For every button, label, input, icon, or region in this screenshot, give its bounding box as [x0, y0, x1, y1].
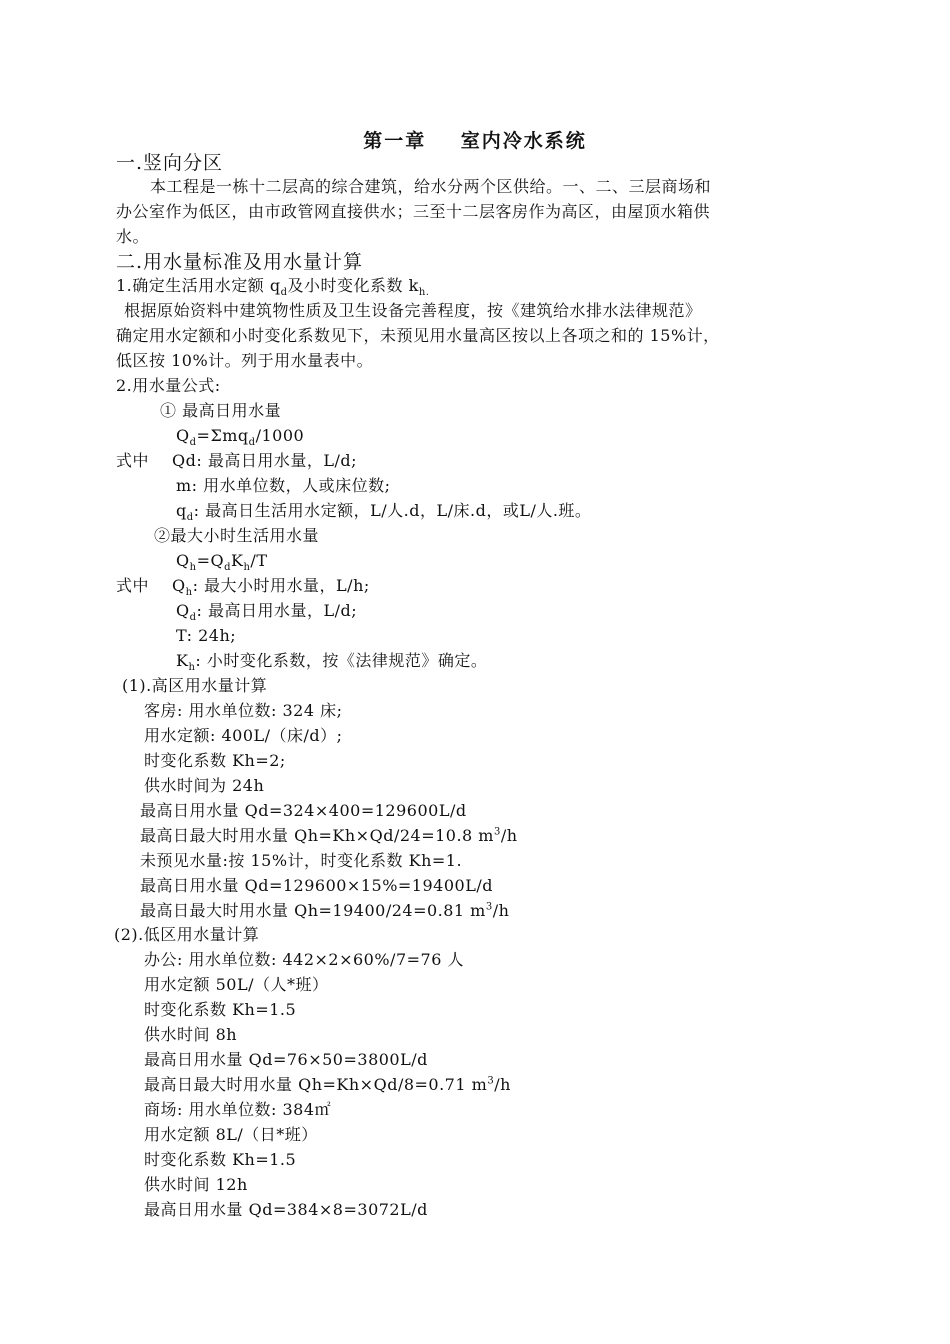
item-1-text: 1.确定生活用水定额 q	[116, 276, 281, 295]
calc-line: 商场: 用水单位数: 384㎡	[144, 1100, 331, 1119]
subscript: h	[188, 662, 196, 674]
calc-line: 用水定额 50L/（人*班）	[144, 975, 329, 994]
item-1-text: 及小时变化系数 k	[287, 276, 419, 295]
variable-definition: T: 24h;	[176, 626, 237, 645]
formula-part: Q	[176, 601, 190, 620]
calc-line: 供水时间 12h	[144, 1175, 248, 1194]
formula-part: : 最大小时用水量，L/h;	[192, 576, 370, 595]
variable-definition: m: 用水单位数，人或床位数;	[176, 476, 391, 495]
low-zone-heading: (2).低区用水量计算	[114, 925, 260, 944]
formula-part: Q	[176, 551, 190, 570]
calc-text: /h	[492, 901, 510, 920]
formula-part: q	[176, 501, 187, 520]
item-2-heading: 2.用水量公式:	[116, 376, 221, 395]
calc-line: 时变化系数 Kh=2;	[144, 751, 286, 770]
paragraph-line: 本工程是一栋十二层高的综合建筑，给水分两个区供给。一、二、三层商场和	[150, 177, 712, 196]
variable-definition	[176, 651, 488, 674]
calc-line: 时变化系数 Kh=1.5	[144, 1150, 297, 1169]
subscript: d	[224, 562, 232, 574]
subscript: d	[280, 287, 288, 299]
calc-line: 未预见水量:按 15%计，时变化系数 Kh=1.	[140, 851, 463, 870]
calc-line: 时变化系数 Kh=1.5	[144, 1000, 297, 1019]
calc-line: 最高日用水量 Qd=324×400=129600L/d	[140, 801, 467, 820]
variable-definition: Qd: 最高日用水量，L/d;	[172, 451, 357, 470]
paragraph-line: 根据原始资料中建筑物性质及卫生设备完善程度，按《建筑给水排水法律规范》	[124, 301, 702, 320]
variable-definition	[176, 501, 592, 524]
formula-part: K	[176, 651, 189, 670]
calc-text: 最高日最大时用水量 Qh=Kh×Qd/24=10.8 m	[140, 826, 494, 845]
subscript: d	[189, 612, 197, 624]
formula-part: : 最高日生活用水定额，L/人.d，L/床.d，或L/人.班。	[193, 501, 592, 520]
calc-line: 用水定额 8L/（日*班）	[144, 1125, 318, 1144]
formula-1	[176, 426, 305, 449]
formula-part: : 最高日用水量，L/d;	[196, 601, 358, 620]
superscript: 3	[487, 1075, 495, 1087]
formula-2-heading: ②最大小时生活用水量	[154, 526, 320, 545]
subscript: d	[248, 437, 256, 449]
section-heading-water-usage: 二.用水量标准及用水量计算	[116, 251, 364, 273]
paragraph-line: 确定用水定额和小时变化系数见下，未预见用水量高区按以上各项之和的 15%计，	[116, 326, 720, 345]
calc-line: 最高日用水量 Qd=129600×15%=19400L/d	[140, 876, 493, 895]
subscript: h	[189, 562, 197, 574]
paragraph-line: 办公室作为低区，由市政管网直接供水；三至十二层客房作为高区，由屋顶水箱供	[116, 202, 711, 221]
chapter-title: 第一章 室内冷水系统	[363, 130, 587, 152]
formula-part: : 小时变化系数，按《法律规范》确定。	[195, 651, 488, 670]
subscript: h	[243, 562, 251, 574]
subscript: d	[186, 512, 194, 524]
formula-part: =Σmq	[196, 426, 249, 445]
variable-definition	[172, 576, 370, 599]
superscript: 3	[493, 826, 501, 838]
paragraph-line: 低区按 10%计。列于用水量表中。	[116, 351, 374, 370]
subscript: d	[189, 437, 197, 449]
high-zone-heading: (1).高区用水量计算	[122, 676, 268, 695]
calc-line: 客房: 用水单位数: 324 床;	[144, 701, 343, 720]
superscript: 3	[485, 901, 493, 913]
calc-line	[140, 901, 509, 921]
calc-line	[144, 1075, 511, 1095]
calc-text: /h	[500, 826, 518, 845]
formula-2	[176, 551, 268, 574]
calc-line: 用水定额: 400L/（床/d）;	[144, 726, 343, 745]
calc-text: /h	[494, 1075, 511, 1094]
calc-line: 供水时间为 24h	[144, 776, 265, 795]
calc-line: 供水时间 8h	[144, 1025, 238, 1044]
subscript: h	[185, 587, 193, 599]
calc-line: 最高日用水量 Qd=384×8=3072L/d	[144, 1200, 428, 1219]
formula-part: Q	[176, 426, 190, 445]
calc-text: 最高日最大时用水量 Qh=19400/24=0.81 m	[140, 901, 486, 920]
subscript: h.	[418, 287, 430, 299]
formula-part: =Q	[196, 551, 225, 570]
calc-line: 办公: 用水单位数: 442×2×60%/7=76 人	[144, 950, 464, 969]
calc-text: 最高日最大时用水量 Qh=Kh×Qd/8=0.71 m	[144, 1075, 488, 1094]
item-1-heading	[116, 276, 430, 299]
formula-part: K	[231, 551, 244, 570]
where-label: 式中	[116, 451, 150, 470]
calc-line: 最高日用水量 Qd=76×50=3800L/d	[144, 1050, 428, 1069]
where-label: 式中	[116, 576, 150, 595]
variable-definition	[176, 601, 358, 624]
section-heading-vertical-zoning: 一.竖向分区	[116, 152, 224, 174]
formula-part: /T	[250, 551, 268, 570]
formula-part: /1000	[255, 426, 305, 445]
calc-line	[140, 826, 518, 846]
formula-1-heading: ① 最高日用水量	[160, 401, 282, 420]
paragraph-line: 水。	[116, 227, 150, 246]
formula-part: Q	[172, 576, 186, 595]
